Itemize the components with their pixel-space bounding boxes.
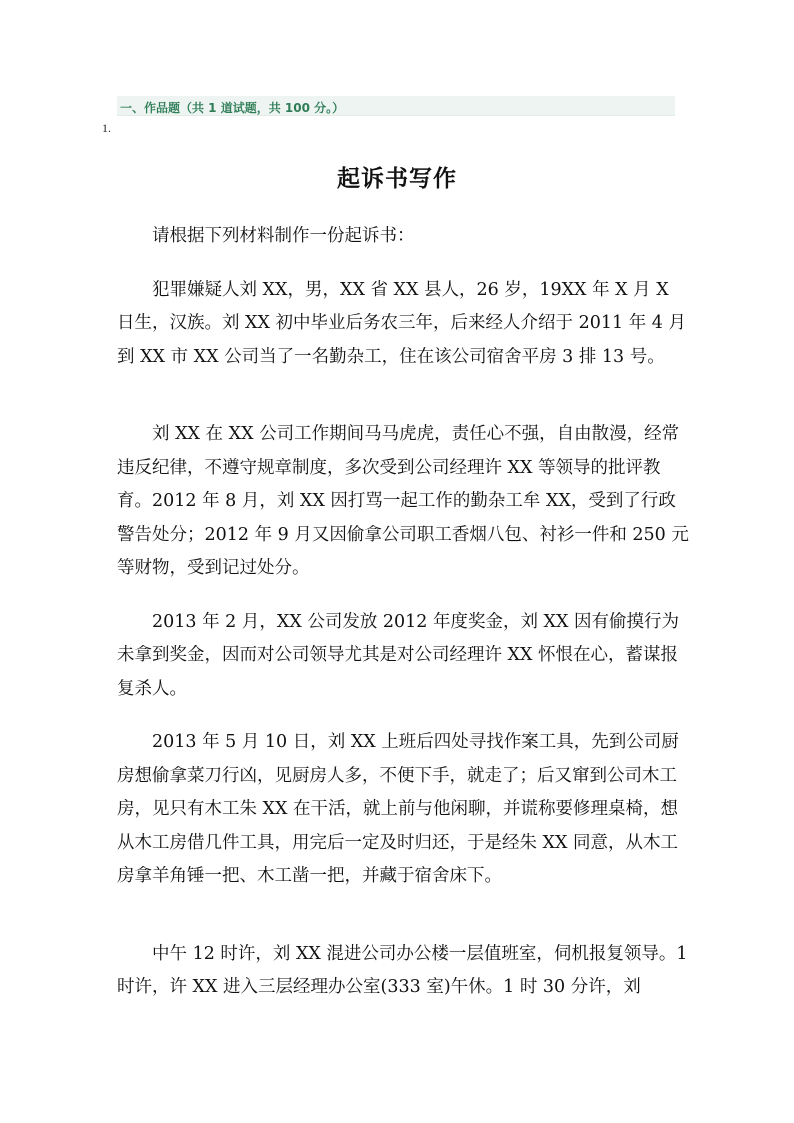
instruction-paragraph: 请根据下列材料制作一份起诉书： xyxy=(152,226,415,246)
motive-paragraph: 2013 年 2 月，XX 公司发放 2012 年度奖金，刘 XX 因有偷摸行为未拿到奖金，因而对公司领导尤其是对公司经理许 XX 怀恨在心，蓄谋报复杀人。 xyxy=(117,611,680,699)
suspect-info-paragraph: 犯罪嫌疑人刘 XX，男，XX 省 XX 县人，26 岁，19XX 年 X 月 X 日生，汉族。刘 XX 初中毕业后务农三年，后来经人介绍于 2011 年 4 月到 XX 市 XX 公司当了一名勤杂工，住在该公司宿舍平房 3 排 13 号。 xyxy=(117,279,686,367)
document-body xyxy=(117,220,689,1005)
crime-paragraph: 中午 12 时许，刘 XX 混进公司办公楼一层值班室，伺机报复领导。1 时许，许 XX 进入三层经理办公室(333 室)午休。1 时 30 分许，刘 xyxy=(117,943,688,997)
work-history-paragraph: 刘 XX 在 XX 公司工作期间马马虎虎，责任心不强，自由散漫，经常违反纪律，不遵守规章制度，多次受到公司经理许 XX 等领导的批评教育。2012 年 8 月，刘 XX 因打骂一起工作的勤杂工牟 XX，受到了行政警告处分；2012 年 9 月又因偷拿公司职工香烟八包、衬衫一件和 250 元等财物，受到记过处分。 xyxy=(117,424,689,578)
question-number: 1. xyxy=(102,121,111,135)
section-heading: 一、作品题（共 1 道试题，共 100 分。） xyxy=(117,96,675,116)
preparation-paragraph: 2013 年 5 月 10 日，刘 XX 上班后四处寻找作案工具，先到公司厨房想偷拿菜刀行凶，见厨房人多，不便下手，就走了；后又窜到公司木工房，见只有木工朱 XX 在干活，就上前与他闲聊，并谎称要修理桌椅，想从木工房借几件工具，用完后一定及时归还，于是经朱 XX 同意，从木工房拿羊角锤一把、木工凿一把，并藏于宿舍床下。 xyxy=(117,732,679,886)
document-title: 起诉书写作 xyxy=(337,166,457,192)
